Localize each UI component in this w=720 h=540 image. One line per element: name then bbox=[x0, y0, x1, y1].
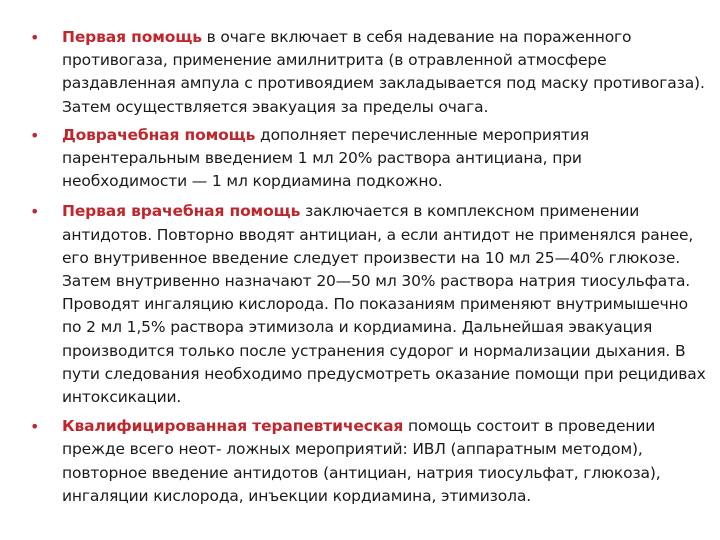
bullet-list bbox=[30, 26, 706, 513]
bullet-item-qualified-aid bbox=[30, 415, 706, 508]
bullet-item-first-aid bbox=[30, 26, 706, 119]
bullet-icon: • bbox=[30, 417, 40, 437]
bullet-text: помощь состоит в проведении прежде всего неот- ложных мероприятий: ИВЛ (аппаратным методом), повторное введение антидотов (антициан, натрия тиосульфат, глюкоза), ингаляции кислорода, инъекции кордиамина, этимизола. bbox=[62, 417, 661, 505]
bullet-item-first-medical-aid bbox=[30, 200, 706, 409]
term-first-aid: Первая помощь bbox=[62, 28, 202, 46]
term-qualified-therapeutic: Квалифицированная терапевтическая bbox=[62, 417, 404, 436]
term-pre-medical-aid: Доврачебная помощь bbox=[62, 125, 256, 144]
bullet-icon: • bbox=[30, 125, 40, 145]
term-first-medical-aid: Первая врачебная помощь bbox=[62, 202, 301, 221]
bullet-item-pre-medical-aid bbox=[30, 124, 706, 194]
bullet-text: дополняет перечисленные мероприятия парентеральным введением 1 мл 20% раствора антициана, при необходимости — 1 мл кордиамина подкожно. bbox=[62, 125, 589, 191]
bullet-text: заключается в комплексном применении антидотов. Повторно вводят антициан, а если антидот не применялся ранее, его внутривенное введение следует произвести на 10 мл 25—40% глюкозе. Затем внутривенно назначают 20—50 мл 30% раствора натрия тиосульфата. Проводят ингаляцию кислорода. По показаниям применяют внутримышечно по 2 мл 1,5% раствора этимизола и кордиамина. Дальнейшая эвакуация производится только после устранения судорог и нормализации дыхания. В пути следования необходимо предусмотреть оказание помощи при рецидивах интоксикации. bbox=[62, 202, 706, 407]
bullet-icon: • bbox=[30, 202, 40, 222]
bullet-icon: • bbox=[30, 28, 40, 47]
bullet-text: в очаге включает в себя надевание на пораженного противогаза, применение амилнитрита (в отравленной атмосфере раздавленная ампула с противоядием закладывается под маску противогаза). Затем осуществляется эвакуация за пределы очага. bbox=[62, 28, 705, 116]
